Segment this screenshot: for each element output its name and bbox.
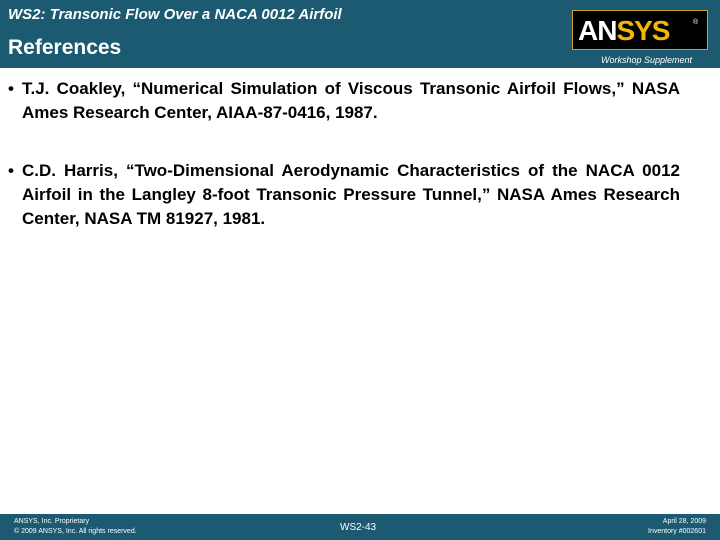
- workshop-title: WS2: Transonic Flow Over a NACA 0012 Airfoil: [8, 6, 342, 23]
- footer-company-line: ANSYS, Inc. Proprietary: [14, 518, 90, 525]
- logo-sys-text: SYS: [616, 15, 670, 45]
- ansys-logo-mark: [576, 15, 704, 45]
- footer-date-inventory: [648, 517, 706, 537]
- footer-copyright-line: © 2009 ANSYS, Inc. All rights reserved.: [14, 528, 137, 535]
- slide-header: [0, 0, 720, 68]
- page-title: References: [8, 36, 122, 59]
- logo-registered-mark: ®: [693, 19, 699, 26]
- svg-text:ANSYS: [578, 15, 670, 45]
- footer-proprietary: [14, 517, 137, 537]
- reference-text: C.D. Harris, “Two-Dimensional Aerodynamic Characteristics of the NACA 0012 Airfoil in the Langley 8-foot Transonic Pressure Tunnel,” NASA Ames Research Center, NASA TM 81927, 1981.: [22, 161, 680, 228]
- workshop-supplement-label: Workshop Supplement: [600, 55, 692, 65]
- ansys-logo: [572, 10, 708, 50]
- slide-footer: [0, 514, 720, 540]
- logo-an-text: AN: [578, 15, 617, 45]
- footer-inventory: Inventory #002601: [648, 528, 706, 535]
- reference-item: [8, 77, 680, 125]
- bullet-marker: •: [8, 161, 14, 180]
- footer-date: April 28, 2009: [662, 518, 706, 525]
- footer-page-number: WS2-43: [340, 522, 377, 533]
- reference-item: [8, 159, 680, 231]
- reference-text: T.J. Coakley, “Numerical Simulation of Viscous Transonic Airfoil Flows,” NASA Ames Research Center, AIAA-87-0416, 1987.: [22, 79, 680, 122]
- bullet-marker: •: [8, 79, 14, 98]
